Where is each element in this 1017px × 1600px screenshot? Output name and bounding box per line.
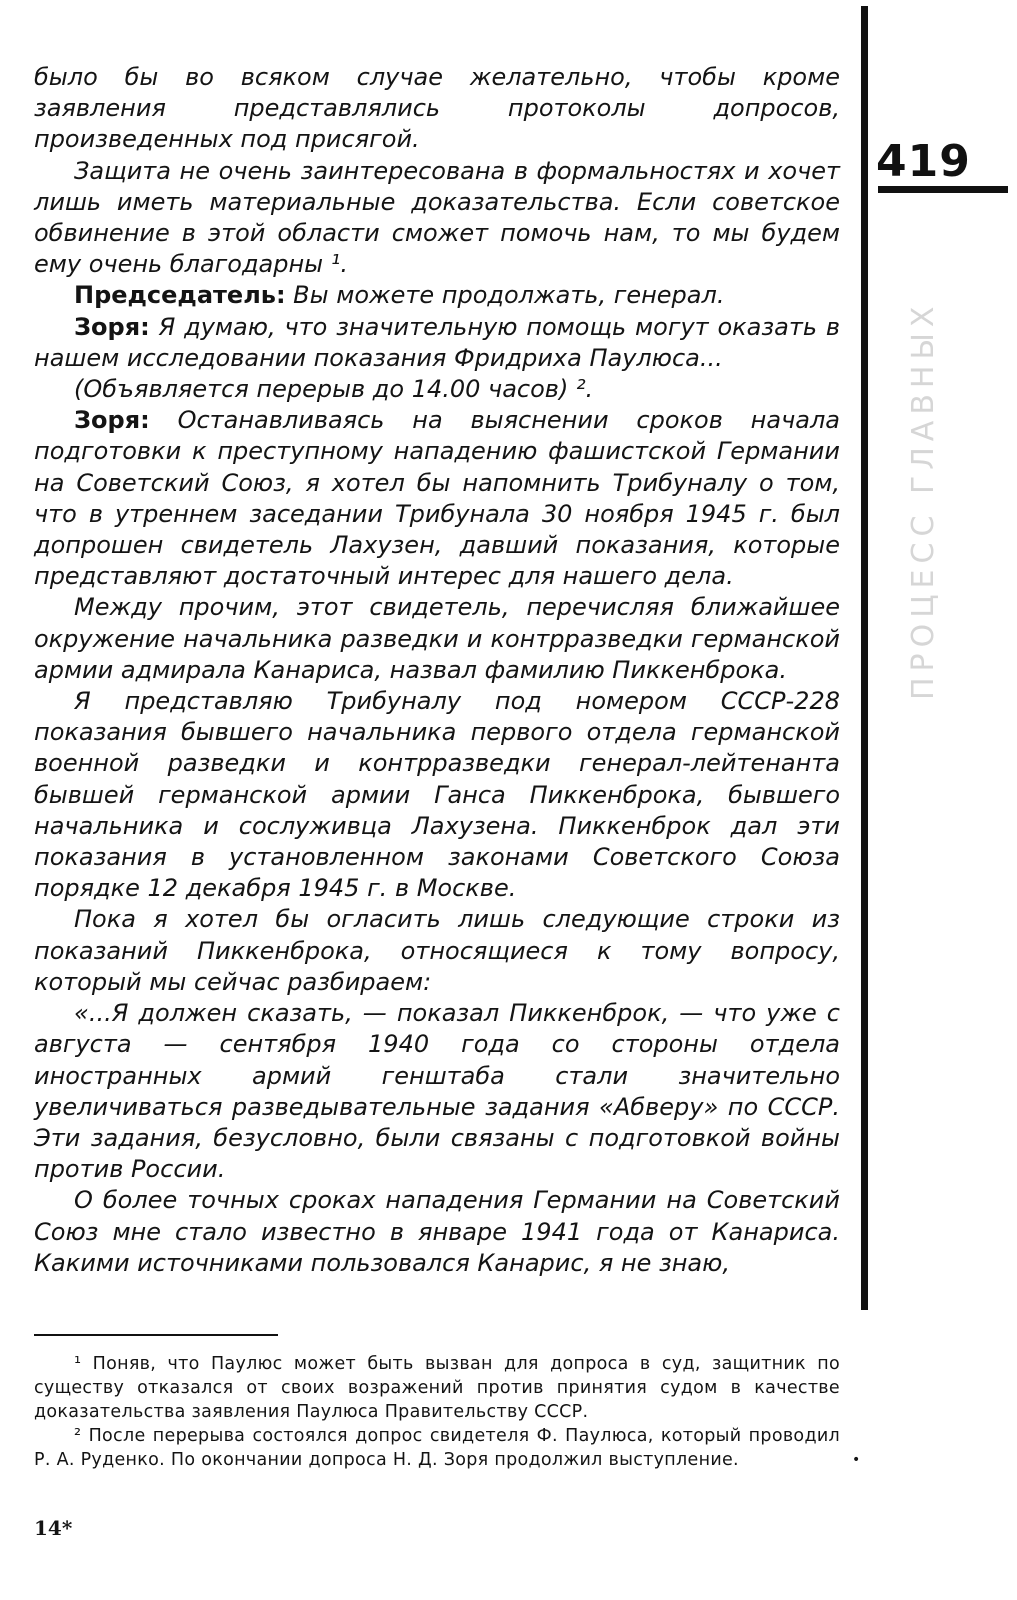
paragraph-text: О более точных сроках нападения Германии на Советский Союз мне стало известно в январе 1941 года от Канариса. Какими источниками пользовался Канарис, я не знаю, <box>34 1186 840 1277</box>
paragraph-text: было бы во всяком случае желательно, чтобы кроме заявления представлялись протоколы допросов, произведенных под присягой. <box>34 63 840 154</box>
paragraph-text: Я представляю Трибуналу под номером СССР-228 показания бывшего начальника первого отдела германской военной разведки и контрразведки генерал-лейтенанта бывшей германской армии Ганса Пиккенброка, бывшего начальника и сослуживца Лахузена. Пиккенброк дал эти показания в установленном законами Советского Союза порядке 12 декабря 1945 г. в Москве. <box>34 687 840 903</box>
paragraph <box>34 312 840 374</box>
paragraph <box>34 998 840 1185</box>
paragraph <box>34 280 840 311</box>
paragraph <box>34 156 840 281</box>
page-number: 419 <box>876 136 971 187</box>
paragraph <box>34 686 840 904</box>
paragraph-text: Пока я хотел бы огласить лишь следующие строки из показаний Пиккенброка, относящиеся к тому вопросу, который мы сейчас разбираем: <box>34 905 840 996</box>
main-text <box>34 62 840 1279</box>
signature-mark: 14* <box>34 1516 73 1540</box>
paragraph <box>34 1185 840 1279</box>
paragraph <box>34 62 840 156</box>
paragraph-text: (Объявляется перерыв до 14.00 часов) ². <box>74 375 594 404</box>
margin-bleedthrough-text: ПРОЦЕСС ГЛАВНЫХ <box>906 300 941 700</box>
paragraph-text: Я думаю, что значительную помощь могут оказать в нашем исследовании показания Фридриха Паулюса... <box>34 312 840 372</box>
footnote: ¹ Поняв, что Паулюс может быть вызван для допроса в суд, защитник по существу отказался от своих возражений против принятия судом в качестве доказательства заявления Паулюса Правительству СССР. <box>34 1354 840 1422</box>
footnotes <box>34 1352 840 1472</box>
vertical-rule <box>861 6 868 1310</box>
paragraph-text: Защита не очень заинтересована в формальностях и хочет лишь иметь материальные доказательства. Если советское обвинение в этой области сможет помочь нам, то мы будем ему очень благодарны ¹. <box>34 156 840 279</box>
paragraph-text: Между прочим, этот свидетель, перечисляя ближайшее окружение начальника разведки и контрразведки германской армии адмирала Канариса, назвал фамилию Пиккенброка. <box>34 593 840 684</box>
paragraph-text: Вы можете продолжать, генерал. <box>285 281 725 310</box>
paragraph <box>34 374 840 405</box>
paragraph-text: Останавливаясь на выяснении сроков начала подготовки к преступному нападению фашистской Германии на Советский Союз, я хотел бы напомнить Трибуналу о том, что в утреннем заседании Трибунала 30 ноября 1945 г. был допрошен свидетель Лахузен, давший показания, которые представляют достаточный интерес для нашего дела. <box>34 406 840 591</box>
page-number-rule <box>878 186 1008 193</box>
speaker-label: Зоря: <box>74 406 150 435</box>
paragraph <box>34 904 840 998</box>
paragraph <box>34 405 840 592</box>
speaker-label: Зоря: <box>74 312 150 341</box>
footnote: ² После перерыва состоялся допрос свидетеля Ф. Паулюса, который проводил Р. А. Руденко. По окончании допроса Н. Д. Зоря продолжил выступление. <box>34 1426 840 1470</box>
paragraph-text: «...Я должен сказать, — показал Пиккенброк, — что уже с августа — сентября 1940 года со стороны отдела иностранных армий генштаба стали значительно увеличиваться разведывательные задания «Абверу» по СССР. Эти задания, безусловно, были связаны с подготовкой войны против России. <box>34 999 840 1184</box>
paragraph <box>34 592 840 686</box>
margin-mark: • <box>852 1452 861 1468</box>
speaker-label: Председатель: <box>74 281 286 310</box>
footnote-rule <box>34 1334 278 1336</box>
